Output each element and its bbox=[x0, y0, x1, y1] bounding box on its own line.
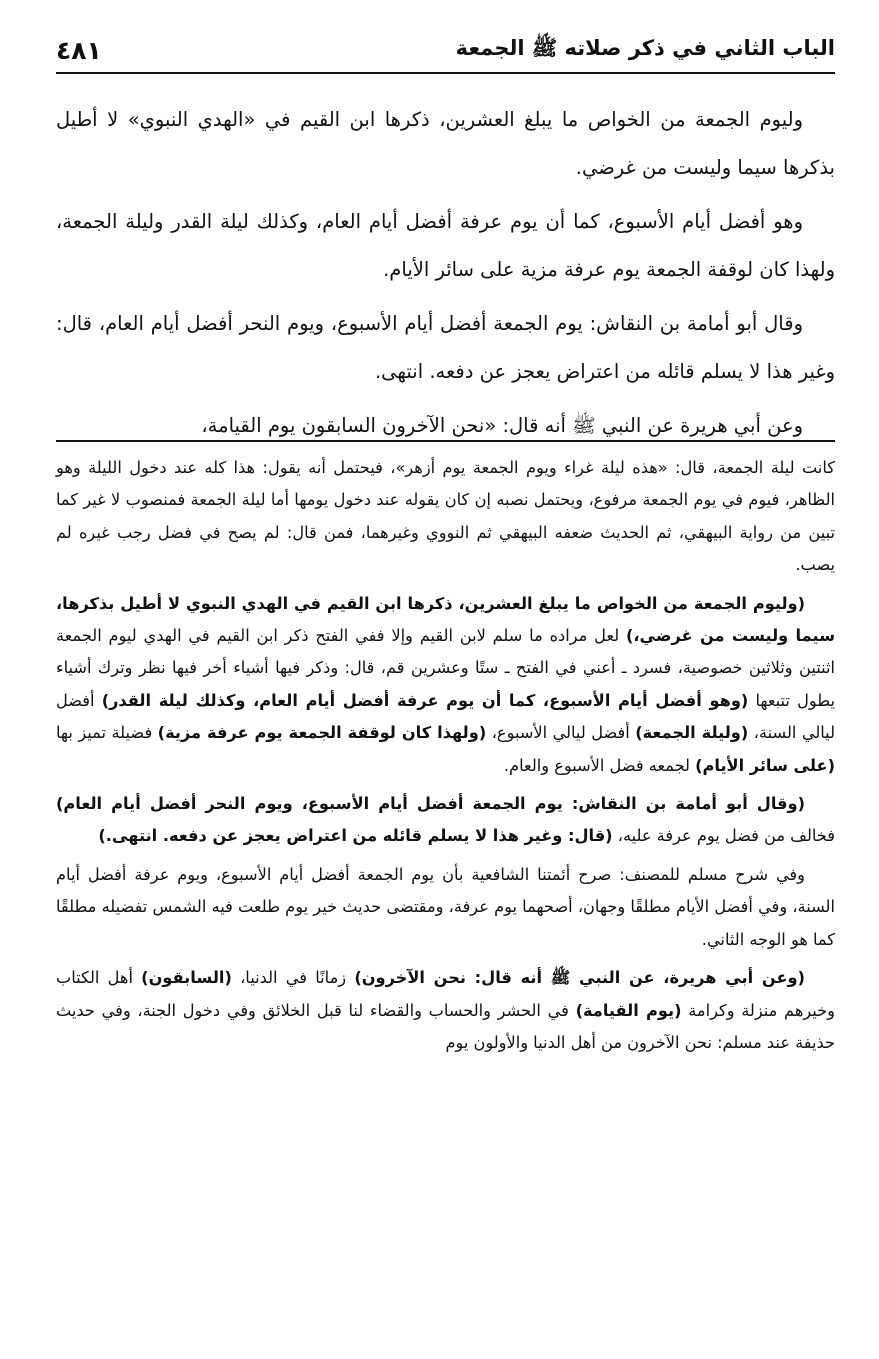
explanation-text: أهل الكتاب وخيرهم منزلة وكرامة bbox=[56, 968, 835, 1020]
quoted-text: (على سائر الأيام) bbox=[695, 755, 835, 775]
main-paragraph: وليوم الجمعة من الخواص ما يبلغ العشرين، ذكرها ابن القيم في «الهدي النبوي» لا أطيل بذكرها سيما وليست من غرضي. bbox=[56, 108, 835, 179]
explanation-text: أفضل ليالي السنة، bbox=[56, 690, 836, 743]
quoted-text: (وهو أفضل أيام الأسبوع، كما أن يوم عرفة أفضل أيام العام، وكذلك ليلة القدر) bbox=[101, 690, 749, 710]
explanation-text: لجمعه فضل الأسبوع والعام. bbox=[503, 755, 696, 775]
quoted-text: (يوم القيامة) bbox=[575, 1000, 682, 1020]
separator-line bbox=[56, 440, 835, 442]
explanation-text: فخالف من فضل يوم عرفة عليه، bbox=[612, 826, 835, 846]
explanation-text: زمانًا في الدنيا، bbox=[231, 968, 355, 988]
commentary-paragraph bbox=[56, 962, 835, 1059]
page-number: ٤٨١ bbox=[56, 35, 102, 65]
main-text bbox=[56, 96, 835, 456]
main-paragraph: وعن أبي هريرة عن النبي ﷺ أنه قال: «نحن الآخرون السابقون يوم القيامة، bbox=[201, 414, 803, 437]
main-paragraph: وهو أفضل أيام الأسبوع، كما أن يوم عرفة أفضل أيام العام، وكذلك ليلة القدر وليلة الجمعة، ولهذا كان لوقفة الجمعة يوم عرفة مزية على سائر الأيام. bbox=[56, 210, 835, 281]
quoted-text: (وقال أبو أمامة بن النقاش: يوم الجمعة أفضل أيام الأسبوع، ويوم النحر أفضل أيام العام) bbox=[56, 794, 805, 814]
commentary-paragraph bbox=[56, 588, 835, 782]
chapter-title: الباب الثاني في ذكر صلاته ﷺ الجمعة bbox=[455, 35, 835, 60]
commentary-paragraph: وفي شرح مسلم للمصنف: صرح أئمتنا الشافعية بأن يوم الجمعة أفضل أيام الأسبوع، ويوم عرفة أفضل أيام السنة، وفي أفضل الأيام مطلقًا وجهان، أصحهما يوم عرفة، ومقتضى حديث خير يوم طلعت فيه الشمس تفضيله مطلقًا كما هو الوجه الثاني. bbox=[56, 864, 835, 949]
explanation-text: أفضل ليالي الأسبوع، bbox=[486, 723, 636, 743]
quoted-text: (قال: وغير هذا لا يسلم قائله من اعتراض يعجز عن دفعه. انتهى.) bbox=[98, 826, 613, 846]
commentary bbox=[56, 452, 835, 1065]
explanation-text: فضيلة تميز بها bbox=[56, 723, 158, 743]
commentary-paragraph: كانت ليلة الجمعة، قال: «هذه ليلة غراء ويوم الجمعة يوم أزهر»، فيحتمل أنه يقول: هذا كله عند دخول الليلة وهو الظاهر، فيوم في يوم الجمعة مرفوع، ويحتمل نصبه إن كان يقوله عند دخول يومها أما ليلة الجمعة فمنصوب لا غير كما تبين من رواية البيهقي، ثم الحديث ضعفه البيهقي ثم النووي وغيرهما، فمن قال: لم يصح في فضل رجب غيره لم يصب. bbox=[56, 458, 835, 575]
running-header bbox=[56, 28, 835, 74]
explanation-text: في الحشر والحساب والقضاء لنا قبل الخلائق وفي دخول الجنة، وفي حديث حذيفة عند مسلم: نحن الآخرون من أهل الدنيا والأولون يوم bbox=[56, 1000, 835, 1052]
quoted-text: (ولهذا كان لوقفة الجمعة يوم عرفة مزية) bbox=[157, 723, 487, 743]
main-paragraph: وقال أبو أمامة بن النقاش: يوم الجمعة أفضل أيام الأسبوع، ويوم النحر أفضل أيام العام، قال: وغير هذا لا يسلم قائله من اعتراض يعجز عن دفعه. انتهى. bbox=[56, 312, 835, 383]
quoted-text: (السابقون) bbox=[141, 968, 232, 988]
quoted-text: (وعن أبي هريرة، عن النبي ﷺ أنه قال: نحن الآخرون) bbox=[354, 968, 805, 988]
quoted-text: (وليوم الجمعة من الخواص ما يبلغ العشرين، ذكرها ابن القيم في الهدي النبوي لا أطيل بذكرها، سيما وليست من غرضي،) bbox=[56, 593, 835, 646]
commentary-paragraph bbox=[56, 788, 835, 853]
quoted-text: (وليلة الجمعة) bbox=[635, 723, 749, 743]
explanation-text: لعل مراده ما سلم لابن القيم وإلا ففي الفتح ذكر ابن القيم في الهدي ليوم الجمعة اثنتين وثلاثين خصوصية، فسرد ـ أعني في الفتح ـ ستًا وعشرين قم، قال: وذكر فيها أشياء أخر فيها نظر وترك أشياء يطول تتبعها bbox=[56, 626, 835, 710]
